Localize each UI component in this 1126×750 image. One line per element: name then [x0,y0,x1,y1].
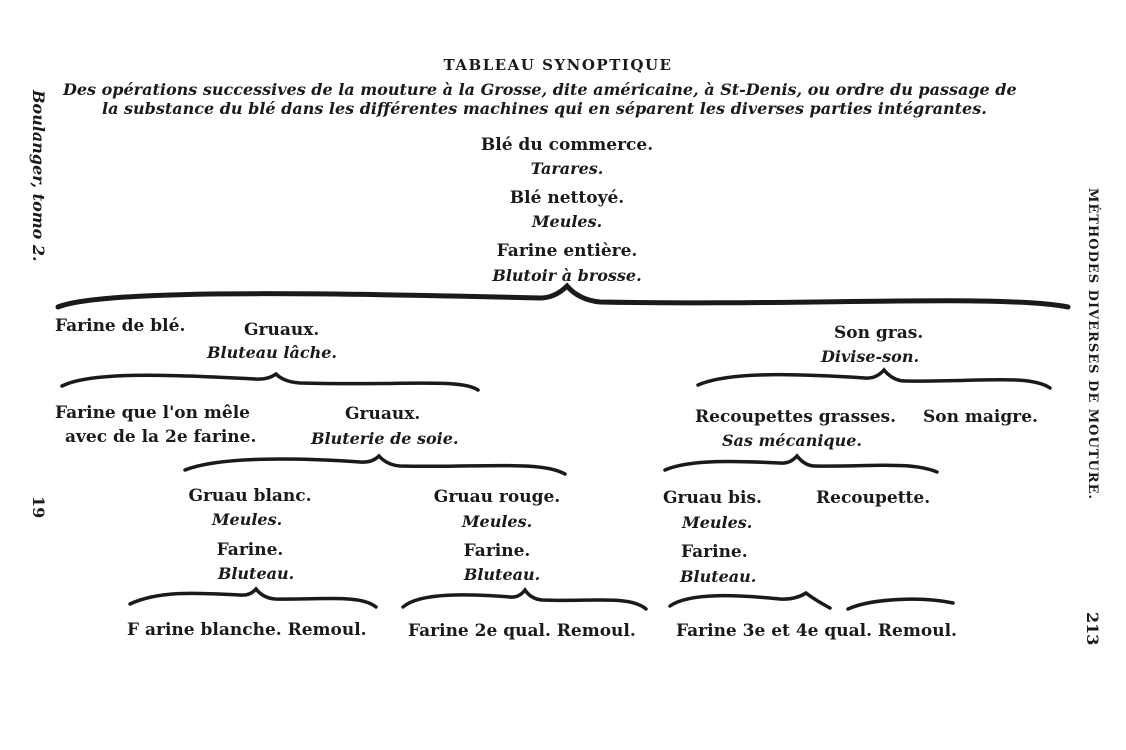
node-gruau-rouge: Gruau rouge. [433,487,561,507]
result-farine-2e-qual: Farine 2e qual. Remoul. [408,621,636,641]
node-farine-mele-line-1: Farine que l'on mêle [55,403,251,423]
node-gruau-rouge-farine: Farine. [463,541,531,561]
brace-recoupettes [665,456,937,472]
brace-gruaux-2 [185,456,565,474]
machine-bluterie-soie: Bluterie de soie. [311,429,459,448]
machine-blutoir-brosse: Blutoir à brosse. [492,266,642,285]
node-gruaux-2: Gruaux. [345,404,421,424]
node-gruau-blanc-farine: Farine. [216,540,284,560]
margin-left-page-number: 19 [29,496,48,519]
machine-gruau-rouge-meules: Meules. [461,512,533,531]
machine-gruau-blanc-meules: Meules. [211,510,283,529]
machine-gruau-bis-meules: Meules. [682,513,753,532]
table-subtitle-line-1: Des opérations successives de la mouture à la Grosse, dite américaine, à St-Denis, ou ordre du passage de [63,80,1017,99]
machine-bluteau-lache: Bluteau lâche. [207,343,337,362]
machine-meules: Meules. [531,212,603,231]
node-gruau-blanc: Gruau blanc. [188,486,312,506]
node-farine-de-ble: Farine de blé. [55,316,186,336]
table-subtitle-line-2: la substance du blé dans les différentes machines qui en séparent les diverses parties intégrantes. [102,99,987,118]
node-gruaux-1: Gruaux. [244,320,320,340]
node-ble-nettoye: Blé nettoyé. [509,188,625,208]
node-son-gras: Son gras. [834,323,924,343]
node-recoupettes-grasses: Recoupettes grasses. [695,407,897,427]
machine-gruau-bis-bluteau: Bluteau. [680,567,757,586]
machine-tarares: Tarares. [530,159,604,178]
node-son-maigre: Son maigre. [923,407,1038,427]
node-recoupette: Recoupette. [816,488,931,508]
brace-recoupette [848,599,953,609]
brace-son-gras [698,370,1050,388]
result-farine-blanche: F arine blanche. Remoul. [127,620,367,640]
margin-left-header: Boulanger, tomo 2. [29,90,48,262]
node-ble-commerce: Blé du commerce. [480,135,654,155]
margin-right-page-number: 213 [1083,612,1102,646]
table-title: TABLEAU SYNOPTIQUE [443,56,673,74]
node-farine-mele-line-2: avec de la 2e farine. [65,427,257,447]
machine-gruau-blanc-bluteau: Bluteau. [217,564,295,583]
result-farine-3e-4e-qual: Farine 3e et 4e qual. Remoul. [676,621,957,641]
brace-gruau-blanc [130,589,376,607]
margin-right-header: MÉTHODES DIVERSES DE MOUTURE. [1085,188,1100,501]
brace-main [58,286,1068,307]
brace-gruau-rouge [403,590,646,609]
machine-gruau-rouge-bluteau: Bluteau. [463,565,541,584]
node-farine-entiere: Farine entière. [496,241,638,261]
node-gruau-bis-farine: Farine. [681,542,748,562]
machine-sas-mecanique: Sas mécanique. [722,431,862,450]
brace-gruaux-1 [62,374,478,390]
brace-gruau-bis [670,593,830,608]
node-gruau-bis: Gruau bis. [663,488,762,508]
machine-divise-son: Divise-son. [821,347,920,366]
